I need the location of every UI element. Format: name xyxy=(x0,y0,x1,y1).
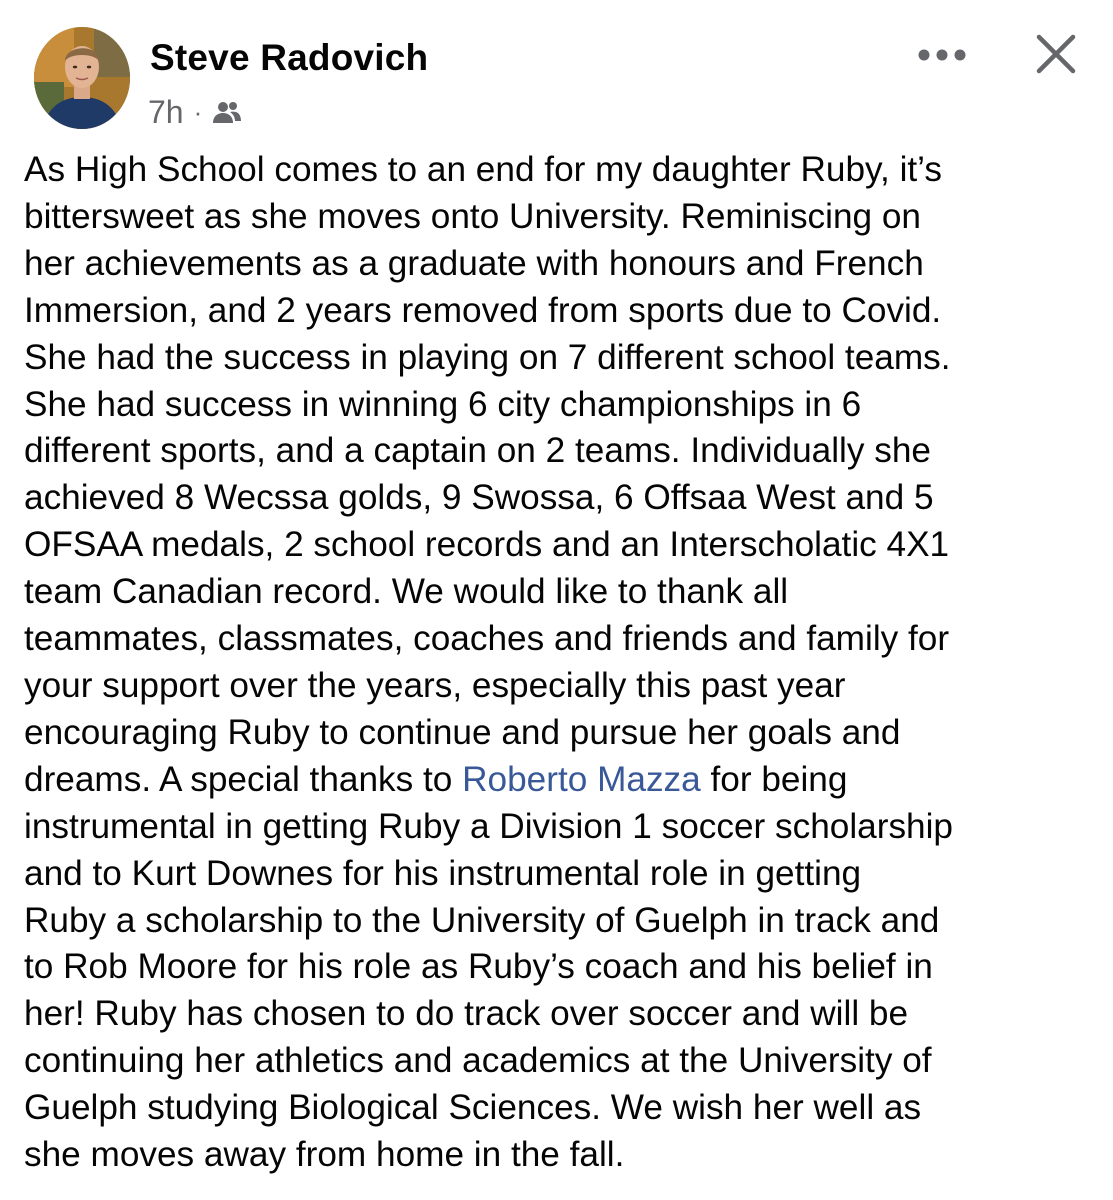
post-text-line: OFSAA medals, 2 school records and an Interscholatic 4X1 xyxy=(24,525,950,565)
avatar-photo xyxy=(34,27,130,129)
post-text-line: Immersion, and 2 years removed from sports due to Covid. xyxy=(24,290,942,330)
post-text-line: her achievements as a graduate with honours and French xyxy=(24,243,924,283)
post-meta xyxy=(148,92,244,132)
avatar[interactable] xyxy=(34,27,130,129)
more-icon xyxy=(915,48,969,62)
post-text-line: As High School comes to an end for my daughter Ruby, it’s xyxy=(24,150,942,189)
timestamp[interactable]: 7h xyxy=(148,93,184,130)
post-text-line: Ruby a scholarship to the University of Guelph in track and xyxy=(24,900,940,940)
more-button[interactable] xyxy=(912,35,972,75)
close-button[interactable] xyxy=(1030,28,1082,80)
post-text-line: continuing her athletics and academics at the University of xyxy=(24,1041,932,1081)
mention-suffix-text: for being xyxy=(700,759,848,799)
post-text-line: encouraging Ruby to continue and pursue her goals and xyxy=(24,712,901,752)
post-text-line: your support over the years, especially this past year xyxy=(24,665,846,705)
close-icon xyxy=(1030,28,1082,80)
post-text-line: instrumental in getting Ruby a Division 1 soccer scholarship xyxy=(24,806,953,846)
mention-link[interactable]: Roberto Mazza xyxy=(462,759,701,799)
post-text-line: bittersweet as she moves onto University. Reminiscing on xyxy=(24,196,922,236)
post-text-line: teammates, classmates, coaches and friends and family for xyxy=(24,619,950,659)
post-text-line: she moves away from home in the fall. xyxy=(24,1135,625,1175)
post-text-line: her! Ruby has chosen to do track over soccer and will be xyxy=(24,994,909,1034)
post-text-line: achieved 8 Wecssa golds, 9 Swossa, 6 Offsaa West and 5 xyxy=(24,478,934,518)
post-text-line: Guelph studying Biological Sciences. We wish her well as xyxy=(24,1088,922,1128)
mention-prefix-text: dreams. A special thanks to xyxy=(24,759,463,799)
friends-icon[interactable] xyxy=(210,98,244,126)
post-text-line: team Canadian record. We would like to thank all xyxy=(24,572,789,612)
post-text-line: She had the success in playing on 7 different school teams. xyxy=(24,337,951,377)
post-text-line-with-mention xyxy=(24,757,1099,804)
post-text-line: to Rob Moore for his role as Ruby’s coach and his belief in xyxy=(24,947,933,987)
meta-separator: · xyxy=(193,96,203,127)
post-text-line: She had success in winning 6 city championships in 6 xyxy=(24,384,862,424)
post-text-line: and to Kurt Downes for his instrumental role in getting xyxy=(24,853,862,893)
author-name[interactable]: Steve Radovich xyxy=(150,37,429,78)
post-text-line: different sports, and a captain on 2 teams. Individually she xyxy=(24,431,931,471)
post-body xyxy=(24,147,1099,1179)
